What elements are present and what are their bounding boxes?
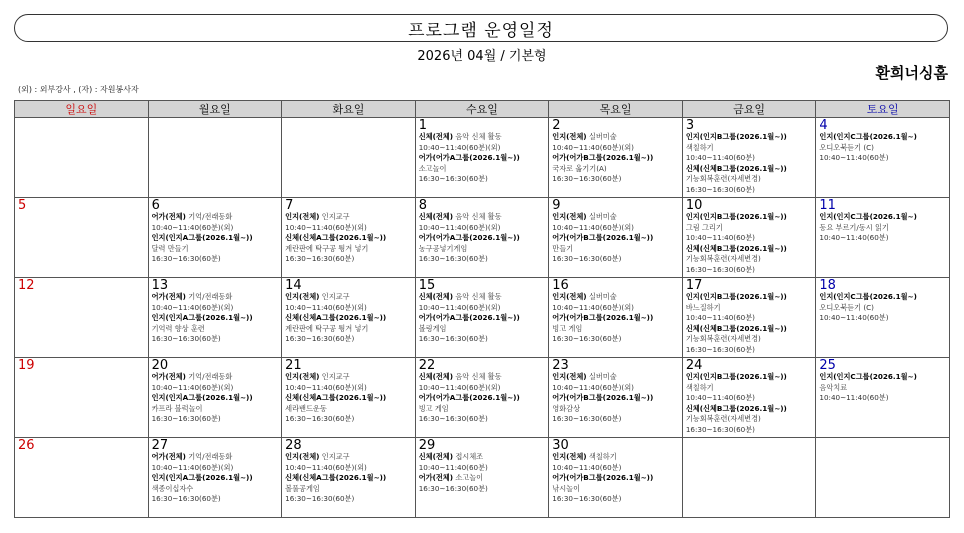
program-entry xyxy=(552,233,679,244)
program-time: 16:30~16:30(60분) xyxy=(285,254,355,263)
program-time: 10:40~11:40(60분)(외) xyxy=(285,382,367,392)
day-number: 21 xyxy=(285,358,302,373)
program-name: 음악 신체 활동 xyxy=(455,372,502,381)
weekday-saturday: 토요일 xyxy=(816,101,950,118)
program-entry xyxy=(152,212,279,223)
program-detail: 세라밴드운동 xyxy=(285,403,327,413)
program-time: 10:40~11:40(60분) xyxy=(819,153,889,162)
program-entry xyxy=(552,452,679,463)
program-category: 어가(전체) xyxy=(418,473,454,482)
program-category: 인지(인지A그룹(2026.1월~)) xyxy=(151,313,253,322)
program-time: 16:30~16:30(60분) xyxy=(552,254,622,263)
program-time: 10:40~11:40(60분) xyxy=(685,153,755,162)
program-entry xyxy=(686,164,813,175)
program-entry xyxy=(552,393,679,404)
program-detail: 볼풀공게임 xyxy=(285,483,320,493)
day-number: 1 xyxy=(418,118,427,133)
program-category: 인지(인지C그룹(2026.1월~) xyxy=(819,132,917,141)
program-entry xyxy=(285,292,412,303)
program-category: 신체(신체A그룹(2026.1월~)) xyxy=(285,393,387,402)
program-name: 색칠하기 xyxy=(588,452,617,461)
day-cell[interactable] xyxy=(148,278,282,358)
program-time: 16:30~16:30(60분) xyxy=(285,494,355,503)
program-time: 10:40~11:40(60분)(외) xyxy=(552,222,634,232)
program-time: 16:30~16:30(60분) xyxy=(552,334,622,343)
program-entry xyxy=(819,132,946,143)
day-number: 6 xyxy=(151,198,160,213)
program-detail: 색종이십자수 xyxy=(151,483,194,493)
program-entry xyxy=(686,132,813,143)
program-detail: 바느질하기 xyxy=(685,302,721,312)
program-time: 10:40~11:40(60분) xyxy=(685,313,755,322)
program-time: 10:40~11:40(60분) xyxy=(685,233,755,242)
program-entry xyxy=(686,324,813,335)
program-entry xyxy=(819,212,946,223)
program-category: 인지(인지B그룹(2026.1월~)) xyxy=(685,292,787,301)
day-cell[interactable] xyxy=(816,358,950,438)
day-cell[interactable] xyxy=(15,278,149,358)
day-number: 26 xyxy=(18,438,35,453)
week-row xyxy=(15,358,950,438)
day-number: 5 xyxy=(18,198,27,213)
day-cell[interactable] xyxy=(148,118,282,198)
program-category: 신체(신체A그룹(2026.1월~)) xyxy=(285,233,387,242)
day-number: 30 xyxy=(552,438,569,453)
program-entry xyxy=(419,473,546,484)
program-entry xyxy=(552,313,679,324)
program-category: 신체(전체) xyxy=(418,132,454,141)
day-cell[interactable] xyxy=(816,118,950,198)
program-category: 인지(인지B그룹(2026.1월~)) xyxy=(685,212,787,221)
program-detail: 기능회복훈련(자세변경) xyxy=(685,414,761,423)
program-entry xyxy=(686,244,813,255)
program-category: 어가(전체) xyxy=(151,292,186,301)
day-cell[interactable] xyxy=(282,278,416,358)
program-time: 10:40~11:40(60분) xyxy=(819,233,889,242)
page-title-box xyxy=(14,14,948,42)
program-category: 신체(신체B그룹(2026.1월~)) xyxy=(685,243,787,253)
program-time: 16:30~16:30(60분) xyxy=(685,264,755,274)
program-name: 음악 신체 활동 xyxy=(455,292,502,301)
day-cell[interactable] xyxy=(682,438,816,518)
program-category: 어가(어가A그룹(2026.1월~)) xyxy=(418,393,520,402)
day-number: 17 xyxy=(685,278,703,293)
program-detail: 그림 그리기 xyxy=(685,222,723,232)
day-number: 12 xyxy=(18,278,35,293)
program-category: 신체(신체B그룹(2026.1월~)) xyxy=(685,323,787,333)
program-category: 인지(전체) xyxy=(552,292,587,301)
program-detail: 기능회복훈련(자세변경) xyxy=(685,254,761,263)
calendar-table xyxy=(14,100,950,518)
day-number: 29 xyxy=(418,438,436,453)
program-time: 16:30~16:30(60분) xyxy=(418,254,488,263)
program-time: 10:40~11:40(60분)(외) xyxy=(151,302,234,312)
day-cell[interactable] xyxy=(415,278,549,358)
program-category: 인지(인지C그룹(2026.1월~) xyxy=(819,292,917,301)
program-detail: 동요 부르기/동시 읽기 xyxy=(819,222,889,232)
program-name: 기억/전래동화 xyxy=(188,292,233,301)
program-category: 신체(전체) xyxy=(418,292,454,301)
day-number: 11 xyxy=(819,198,836,213)
day-number: 16 xyxy=(552,278,569,293)
program-detail: 색칠하기 xyxy=(685,142,714,152)
day-cell[interactable] xyxy=(415,198,549,278)
program-detail: 음악치료 xyxy=(819,382,848,392)
program-category: 어가(어가A그룹(2026.1월~)) xyxy=(418,153,520,162)
program-detail: 오디오북듣기 (C) xyxy=(819,142,874,152)
weekday-header-row xyxy=(15,101,950,118)
program-category: 인지(전체) xyxy=(552,132,587,141)
program-category: 인지(전체) xyxy=(552,452,587,461)
program-category: 신체(신체A그룹(2026.1월~)) xyxy=(285,473,387,482)
week-row xyxy=(15,118,950,198)
program-detail: 기억력 향상 훈련 xyxy=(151,323,205,333)
program-category: 인지(인지A그룹(2026.1월~)) xyxy=(151,393,253,402)
program-category: 어가(전체) xyxy=(151,372,186,381)
program-time: 10:40~11:40(60분)(외) xyxy=(285,462,367,472)
day-cell[interactable] xyxy=(15,358,149,438)
day-number: 14 xyxy=(285,278,302,293)
program-name: 음악 신체 활동 xyxy=(455,132,502,141)
program-entry xyxy=(819,372,946,383)
day-cell[interactable] xyxy=(148,438,282,518)
program-time: 10:40~11:40(60분)(외) xyxy=(151,462,234,472)
program-detail: 낚시놀이 xyxy=(552,483,581,493)
program-time: 10:40~11:40(60분)(외) xyxy=(285,222,367,232)
program-entry xyxy=(419,153,546,164)
schedule-subtitle: 2026년 04월 / 기본형 xyxy=(417,49,547,64)
organization-name: 환희너싱홈 xyxy=(875,64,948,82)
day-cell[interactable] xyxy=(682,358,816,438)
program-entry xyxy=(552,292,679,303)
program-entry xyxy=(152,372,279,383)
program-category: 인지(인지B그룹(2026.1월~)) xyxy=(685,372,787,381)
program-entry xyxy=(152,292,279,303)
program-time: 16:30~16:30(60분) xyxy=(685,424,755,434)
program-time: 10:40~11:40(60분) xyxy=(685,393,755,402)
program-entry xyxy=(552,372,679,383)
program-time: 10:40~11:40(60분)(외) xyxy=(151,382,234,392)
program-detail: 소고놀이 xyxy=(418,163,447,173)
day-cell[interactable] xyxy=(816,278,950,358)
day-number: 10 xyxy=(685,198,703,213)
day-number: 24 xyxy=(685,358,703,373)
day-number: 2 xyxy=(552,118,561,133)
program-category: 신체(전체) xyxy=(418,452,454,461)
program-time: 16:30~16:30(60분) xyxy=(151,334,221,343)
program-name: 실버미술 xyxy=(588,372,617,381)
day-cell[interactable] xyxy=(15,438,149,518)
program-time: 16:30~16:30(60분) xyxy=(418,334,488,343)
program-category: 인지(인지A그룹(2026.1월~)) xyxy=(151,233,253,242)
day-cell[interactable] xyxy=(816,438,950,518)
week-row xyxy=(15,278,950,358)
day-number: 8 xyxy=(418,198,427,213)
day-cell[interactable] xyxy=(148,198,282,278)
program-category: 인지(인지B그룹(2026.1월~)) xyxy=(685,132,787,141)
day-cell[interactable] xyxy=(549,438,683,518)
program-entry xyxy=(552,473,679,484)
program-category: 인지(인지C그룹(2026.1월~) xyxy=(819,212,917,221)
program-time: 10:40~11:40(60분)(외) xyxy=(418,382,501,392)
program-time: 16:30~16:30(60분) xyxy=(151,414,221,423)
day-number: 7 xyxy=(285,198,294,213)
day-cell[interactable] xyxy=(682,118,816,198)
program-detail: 기능회복훈련(자세변경) xyxy=(685,334,761,343)
day-number: 4 xyxy=(819,118,828,133)
program-detail: 기능회복훈련(자세변경) xyxy=(685,174,761,183)
day-cell[interactable] xyxy=(15,118,149,198)
program-detail: 오디오북듣기 (C) xyxy=(819,302,874,312)
program-entry xyxy=(552,153,679,164)
day-cell[interactable] xyxy=(816,198,950,278)
day-number: 20 xyxy=(151,358,169,373)
program-detail: 영화감상 xyxy=(552,403,581,413)
program-time: 10:40~11:40(60분) xyxy=(552,462,622,472)
program-category: 인지(인지A그룹(2026.1월~)) xyxy=(151,473,253,482)
program-entry xyxy=(419,313,546,324)
day-number: 28 xyxy=(285,438,302,453)
program-entry xyxy=(285,313,412,324)
program-time: 10:40~11:40(60분)(외) xyxy=(418,222,501,232)
program-entry xyxy=(152,393,279,404)
program-entry xyxy=(686,372,813,383)
program-entry xyxy=(152,233,279,244)
program-category: 인지(전체) xyxy=(285,372,320,381)
program-category: 신체(신체B그룹(2026.1월~)) xyxy=(685,163,787,173)
program-category: 어가(어가B그룹(2026.1월~)) xyxy=(552,233,654,242)
day-cell[interactable] xyxy=(415,438,549,518)
program-entry xyxy=(686,212,813,223)
program-time: 10:40~11:40(60분)(외) xyxy=(418,302,501,312)
program-category: 인지(전체) xyxy=(552,372,587,381)
program-name: 인지교구 xyxy=(321,372,350,381)
day-number: 13 xyxy=(151,278,169,293)
program-time: 10:40~11:40(60분) xyxy=(418,462,488,472)
program-entry xyxy=(686,292,813,303)
program-category: 인지(전체) xyxy=(285,212,320,221)
program-detail: 계란판에 탁구공 튕겨 넣기 xyxy=(285,243,369,253)
program-category: 인지(전체) xyxy=(552,212,587,221)
program-entry xyxy=(686,404,813,415)
program-category: 인지(인지C그룹(2026.1월~) xyxy=(819,372,917,381)
day-cell[interactable] xyxy=(415,358,549,438)
program-category: 신체(전체) xyxy=(418,372,454,381)
program-time: 16:30~16:30(60분) xyxy=(285,334,355,343)
program-name: 접시체조 xyxy=(455,452,484,461)
program-time: 10:40~11:40(60분) xyxy=(819,313,889,322)
program-detail: 국자로 옮기기(A) xyxy=(552,163,607,173)
program-entry xyxy=(552,212,679,223)
day-cell[interactable] xyxy=(148,358,282,438)
program-entry xyxy=(285,212,412,223)
weekday-friday: 금요일 xyxy=(682,101,816,118)
program-category: 신체(전체) xyxy=(418,212,454,221)
program-name: 실버미술 xyxy=(588,132,617,141)
program-name: 기억/전래동화 xyxy=(188,212,233,221)
day-number: 18 xyxy=(819,278,836,293)
day-cell[interactable] xyxy=(282,198,416,278)
program-time: 16:30~16:30(60분) xyxy=(285,414,355,423)
program-time: 10:40~11:40(60분)(외) xyxy=(552,142,634,152)
program-detail: 빙고 게임 xyxy=(418,403,449,413)
week-row xyxy=(15,198,950,278)
program-name: 소고놀이 xyxy=(455,473,484,482)
program-detail: 계란판에 탁구공 튕겨 넣기 xyxy=(285,323,369,333)
program-entry xyxy=(819,292,946,303)
program-entry xyxy=(152,452,279,463)
day-cell[interactable] xyxy=(549,278,683,358)
day-cell[interactable] xyxy=(415,118,549,198)
program-entry xyxy=(285,452,412,463)
program-entry xyxy=(419,212,546,223)
day-number: 3 xyxy=(685,118,695,133)
program-time: 16:30~16:30(60분) xyxy=(151,494,221,503)
program-category: 어가(전체) xyxy=(151,212,186,221)
day-cell[interactable] xyxy=(549,198,683,278)
program-detail: 볼링게임 xyxy=(418,323,447,333)
program-entry xyxy=(552,132,679,143)
day-cell[interactable] xyxy=(682,198,816,278)
program-time: 16:30~16:30(60분) xyxy=(418,483,488,493)
program-detail: 색칠하기 xyxy=(685,382,714,392)
program-entry xyxy=(285,473,412,484)
program-name: 음악 신체 활동 xyxy=(455,212,502,221)
day-number: 27 xyxy=(151,438,169,453)
day-cell[interactable] xyxy=(282,438,416,518)
program-name: 인지교구 xyxy=(321,212,350,221)
program-category: 인지(전체) xyxy=(285,292,320,301)
program-category: 신체(신체A그룹(2026.1월~)) xyxy=(285,313,387,322)
day-cell[interactable] xyxy=(282,358,416,438)
program-category: 신체(신체B그룹(2026.1월~)) xyxy=(685,403,787,413)
program-name: 인지교구 xyxy=(321,452,350,461)
weekday-tuesday: 화요일 xyxy=(282,101,416,118)
program-time: 10:40~11:40(60분)(외) xyxy=(552,382,634,392)
program-entry xyxy=(419,372,546,383)
program-entry xyxy=(285,393,412,404)
program-detail: 달력 만들기 xyxy=(151,243,189,253)
program-time: 16:30~16:30(60분) xyxy=(685,344,755,354)
day-cell[interactable] xyxy=(682,278,816,358)
day-cell[interactable] xyxy=(15,198,149,278)
program-time: 10:40~11:40(60분)(외) xyxy=(552,302,634,312)
program-time: 10:40~11:40(60분)(외) xyxy=(151,222,234,232)
program-detail: 빙고 게임 xyxy=(552,323,583,333)
program-category: 어가(어가B그룹(2026.1월~)) xyxy=(552,393,654,402)
program-time: 16:30~16:30(60분) xyxy=(418,414,488,423)
program-entry xyxy=(152,313,279,324)
program-category: 어가(어가A그룹(2026.1월~)) xyxy=(418,233,520,242)
program-time: 10:40~11:40(60분) xyxy=(819,393,889,402)
day-number: 23 xyxy=(552,358,569,373)
weekday-sunday: 일요일 xyxy=(15,101,149,118)
program-category: 어가(어가B그룹(2026.1월~)) xyxy=(552,313,654,322)
program-name: 인지교구 xyxy=(321,292,350,301)
program-name: 실버미술 xyxy=(588,292,617,301)
program-category: 어가(어가B그룹(2026.1월~)) xyxy=(552,153,654,162)
page-title: 프로그램 운영일정 xyxy=(408,20,554,41)
program-detail: 농구공넣기게임 xyxy=(418,243,468,253)
program-time: 10:40~11:40(60분)(외) xyxy=(285,302,367,312)
program-detail: 카프라 블럭놀이 xyxy=(151,403,203,413)
weekday-monday: 월요일 xyxy=(148,101,282,118)
legend-note: (외) : 외부강사 , (자) : 자원봉사자 xyxy=(18,85,139,94)
program-entry xyxy=(419,233,546,244)
program-category: 인지(전체) xyxy=(285,452,320,461)
program-entry xyxy=(285,233,412,244)
program-entry xyxy=(152,473,279,484)
calendar-body xyxy=(15,118,950,518)
day-number: 22 xyxy=(418,358,436,373)
program-entry xyxy=(285,372,412,383)
program-detail: 만들기 xyxy=(552,243,574,253)
program-name: 기억/전래동화 xyxy=(188,452,233,461)
weekday-wednesday: 수요일 xyxy=(415,101,549,118)
program-time: 16:30~16:30(60분) xyxy=(552,174,622,183)
program-time: 16:30~16:30(60분) xyxy=(418,174,488,183)
program-time: 16:30~16:30(60분) xyxy=(552,494,622,503)
program-entry xyxy=(419,452,546,463)
program-name: 실버미술 xyxy=(588,212,617,221)
program-time: 10:40~11:40(60분)(외) xyxy=(418,142,501,152)
day-cell[interactable] xyxy=(549,118,683,198)
program-category: 어가(어가A그룹(2026.1월~)) xyxy=(418,313,520,322)
program-time: 16:30~16:30(60분) xyxy=(151,254,221,263)
day-number: 9 xyxy=(552,198,561,213)
program-entry xyxy=(419,132,546,143)
day-cell[interactable] xyxy=(282,118,416,198)
program-entry xyxy=(419,292,546,303)
week-row xyxy=(15,438,950,518)
program-category: 어가(전체) xyxy=(151,452,186,461)
day-number: 19 xyxy=(18,358,35,373)
program-name: 기억/전래동화 xyxy=(188,372,233,381)
day-number: 15 xyxy=(418,278,436,293)
program-time: 16:30~16:30(60분) xyxy=(552,414,622,423)
weekday-thursday: 목요일 xyxy=(549,101,683,118)
program-time: 16:30~16:30(60분) xyxy=(685,184,755,194)
day-number: 25 xyxy=(819,358,836,373)
day-cell[interactable] xyxy=(549,358,683,438)
program-category: 어가(어가B그룹(2026.1월~)) xyxy=(552,473,654,482)
program-entry xyxy=(419,393,546,404)
